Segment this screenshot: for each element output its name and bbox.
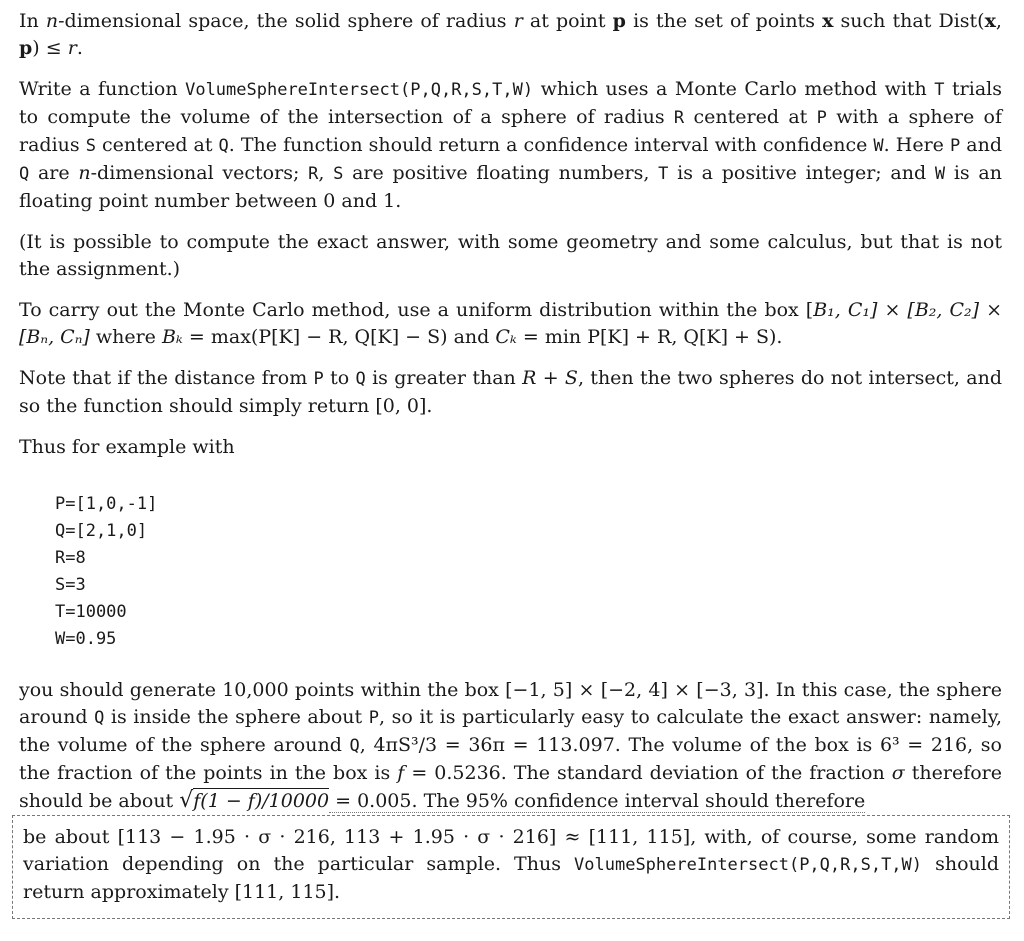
text: = max(P[K] − R, Q[K] − S) and: [182, 326, 496, 348]
text: therefore should be about: [19, 762, 1003, 812]
text: ,: [318, 162, 334, 184]
text: .: [76, 37, 83, 59]
text: = min P[K] + R, Q[K] + S).: [516, 326, 783, 348]
text: you should generate 10,000 points within the box [−1, 5] × [−2, 4] × [−3, 3]. In this case, the sphere around: [19, 679, 1002, 728]
paragraph-task: [19, 76, 1002, 215]
text: centered at: [95, 134, 219, 156]
code-P: P: [816, 108, 827, 128]
code-T: T: [658, 164, 669, 184]
code-R: R: [673, 108, 685, 128]
math-r: r: [67, 37, 77, 59]
code-R: R: [308, 164, 319, 184]
code-Q: Q: [349, 736, 360, 756]
text: to: [323, 367, 356, 389]
code-line: R=8: [55, 548, 86, 568]
math-n: n: [78, 162, 91, 184]
radical-sign: √: [179, 788, 194, 813]
text: at point: [522, 10, 613, 32]
text: , so it is particularly easy to calculate the exact answer: namely, the volume of the sphere around: [19, 706, 1003, 756]
text: trials to compute the volume of the intersection of a sphere of radius: [19, 78, 1002, 128]
code-line: Q=[2,1,0]: [55, 521, 148, 541]
math-p: p: [19, 37, 33, 59]
text: ,: [995, 10, 1002, 32]
paragraph-example-explanation: [19, 677, 1002, 815]
math-r: r: [513, 10, 523, 32]
text: is greater than: [365, 367, 523, 389]
math-x: x: [984, 10, 996, 32]
code-line: W=0.95: [55, 629, 117, 649]
paragraph-definition: [19, 8, 1002, 62]
text: be about [113 − 1.95 · σ · 216, 113 + 1.95 · σ · 216] ≈ [111, 115], with, of course, some random variation depending on the particular sample. Thus: [23, 826, 999, 875]
code-line: P=[1,0,-1]: [55, 494, 158, 514]
text: with a sphere of radius: [19, 106, 1002, 156]
paragraph-confidence-interval: [23, 824, 999, 906]
text: which uses a Monte Carlo method with: [533, 78, 935, 100]
code-P: P: [368, 708, 380, 728]
text: -dimensional space, the solid sphere of radius: [58, 10, 514, 32]
text: is inside the sphere about: [104, 706, 369, 728]
text: In: [19, 10, 46, 32]
code-line: S=3: [55, 575, 86, 595]
text: Write a function: [19, 78, 186, 100]
math-f: f: [397, 762, 405, 784]
math-n: n: [45, 10, 59, 32]
paragraph-note-exact: (It is possible to compute the exact answer, with some geometry and some calculus, but that is not the assignment.): [19, 231, 1002, 280]
text: and: [960, 134, 1002, 156]
code-P: P: [949, 136, 961, 156]
math-p: p: [612, 10, 626, 32]
code-W: W: [934, 164, 946, 184]
text: is the set of points: [625, 10, 823, 32]
code-line: T=10000: [55, 602, 127, 622]
text: centered at: [684, 106, 817, 128]
text: . The function should return a confidence interval with confidence: [228, 134, 874, 156]
text: ) ≤: [32, 37, 68, 59]
paragraph-example-intro: Thus for example with: [19, 436, 235, 458]
code-P: P: [313, 369, 324, 389]
function-signature: VolumeSphereIntersect(P,Q,R,S,T,W): [574, 855, 923, 875]
text: , 4πS³/3 = 36π = 113.097. The volume of the box is 6³ = 216, so the fraction of the points in the box is: [19, 734, 1002, 784]
text: Note that if the distance from: [19, 367, 314, 389]
paragraph-no-intersection: [19, 365, 1002, 420]
code-S: S: [85, 136, 96, 156]
text: where: [89, 326, 162, 348]
math-box: B₁, C₁] × [B₂, C₂] × [Bₙ, Cₙ]: [19, 299, 1002, 348]
text: is a positive integer; and: [668, 162, 935, 184]
code-S: S: [333, 164, 344, 184]
text: . Here: [883, 134, 950, 156]
function-signature: VolumeSphereIntersect(P,Q,R,S,T,W): [185, 80, 534, 100]
math-bk: Bₖ: [161, 326, 183, 348]
code-Q: Q: [19, 164, 30, 184]
text: such that Dist(: [833, 10, 985, 32]
math-ck: Cₖ: [495, 326, 517, 348]
text: To carry out the Monte Carlo method, use a uniform distribution within the box [: [19, 299, 814, 321]
text: = 0.5236. The standard deviation of the fraction: [404, 762, 892, 784]
code-W: W: [873, 136, 884, 156]
math-sigma: σ: [891, 762, 905, 784]
code-Q: Q: [218, 136, 229, 156]
text: are positive floating numbers,: [343, 162, 659, 184]
code-T: T: [934, 80, 945, 100]
square-root-expression: [179, 787, 329, 815]
highlighted-selection-box: [12, 815, 1010, 919]
math-x: x: [822, 10, 834, 32]
text: is an floating point number between 0 and 1.: [19, 162, 1002, 212]
paragraph-monte-carlo-box: [19, 297, 1002, 351]
radicand: f(1 − f)/10000: [193, 790, 330, 812]
code-Q: Q: [355, 369, 366, 389]
text: = 0.005. The 95% confidence interval should therefore: [329, 790, 866, 812]
example-code-block: [55, 491, 1002, 653]
text: should return approximately [111, 115].: [23, 853, 999, 903]
code-Q: Q: [94, 708, 105, 728]
text: are: [29, 162, 79, 184]
text: , then the two spheres do not intersect, and so the function should simply return [0, 0].: [19, 367, 1003, 417]
math-r-plus-s: R + S: [522, 367, 578, 389]
text: -dimensional vectors;: [90, 162, 309, 184]
